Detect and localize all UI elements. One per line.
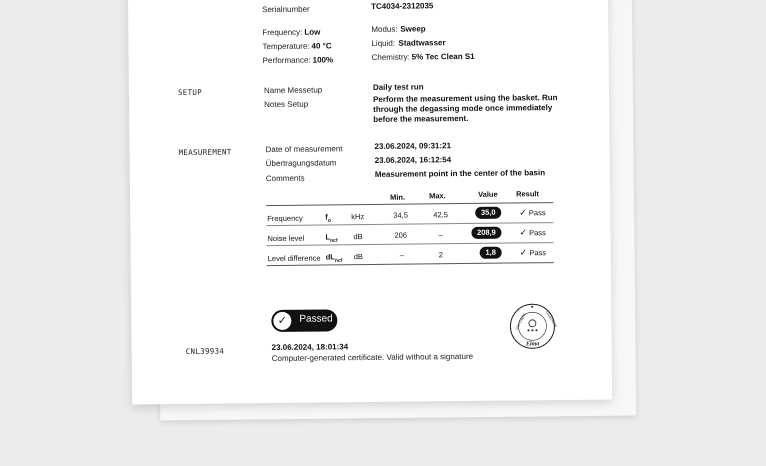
setup-notes-value: Perform the measurement using the basket. Run through the degassing mode once immediately before the measurement. [372,93,558,124]
row-min: – [399,250,404,260]
serial-label: Serialnumber [262,4,310,15]
row-unit: dB [353,232,363,242]
check-icon: ✓ [519,227,528,238]
passed-label: Passed [299,313,333,325]
certificate-code: CNL39934 [185,346,225,356]
serial-value: TC4034-2312035 [371,1,434,11]
comments-label: Comments [265,173,305,184]
row-name: Noise level [267,233,305,244]
temperature-label: Temperature: [262,41,310,52]
date-label: Date of measurement [265,144,343,155]
row-unit: dB [353,252,363,262]
row-max: 42,5 [433,210,448,220]
modus-label: Modus: [371,24,398,34]
liquid-value: Stadtwasser [398,38,446,48]
row-symbol: $L_{ncf}$ [325,232,338,244]
certificate-sheet [128,0,612,405]
th-max: Max. [429,191,446,201]
row-value-badge: 1,8 [480,247,502,259]
check-icon: ✓ [273,312,291,330]
passed-badge [271,309,337,332]
row-value-badge: 35,0 [475,207,501,219]
check-icon: ✓ [519,247,528,258]
setup-name-value: Daily test run [372,82,424,92]
measurement-section-title: MEASUREMENT [178,147,232,158]
th-result: Result [515,189,540,199]
performance-value: 100% [312,55,334,65]
th-min: Min. [390,192,406,202]
table-divider [267,242,554,246]
frequency-value: Low [304,27,321,37]
setup-section-title: SETUP [177,87,203,98]
comments-value: Measurement point in the center of the basin [374,168,546,179]
row-symbol: $dL_{ncf}$ [325,252,343,264]
row-max: – [438,230,443,240]
frequency-label: Frequency: [262,27,303,38]
chemistry-label: Chemistry: [371,52,410,62]
th-value: Value [477,189,498,199]
table-divider [267,262,554,266]
transfer-label: Übertragungsdatum [265,158,337,169]
table-divider [266,202,553,206]
setup-notes-label: Notes Setup [264,99,309,110]
check-icon: ✓ [519,207,527,218]
row-min: 206 [394,230,408,240]
row-value-badge: 208,9 [471,227,501,239]
row-symbol: $f_o$ [325,212,331,224]
certificate-note: Computer-generated certificate. Valid without a signature [271,351,474,364]
transfer-value: 23.06.2024, 16:12:54 [374,155,452,165]
row-name: Frequency [267,213,303,224]
seal-brand: Elma [525,341,540,348]
date-value: 23.06.2024, 09:31:21 [374,141,452,151]
certificate-date: 23.06.2024, 18:01:34 [271,342,349,353]
liquid-label: Liquid: [371,38,396,48]
row-result: ✓ Pass [519,227,546,238]
row-max: 2 [438,250,443,260]
chemistry-value: 5% Tec Clean S1 [411,51,475,62]
setup-name-label: Name Messetup [263,85,323,96]
row-unit: kHz [351,212,365,222]
modus-value: Sweep [400,24,426,34]
row-name: Level difference [267,253,321,264]
seal-right-text: CAVICHECK [544,310,558,328]
table-divider [266,222,553,226]
row-result: ✓ Pass [519,247,547,258]
performance-label: Performance: [262,55,311,66]
row-result: ✓ Pass [519,207,546,218]
row-min: 34,5 [393,210,408,220]
temperature-value: 40 °C [311,41,332,51]
cavicheck-seal [509,303,558,349]
seal-left-text: CAVICHECK [514,312,527,331]
